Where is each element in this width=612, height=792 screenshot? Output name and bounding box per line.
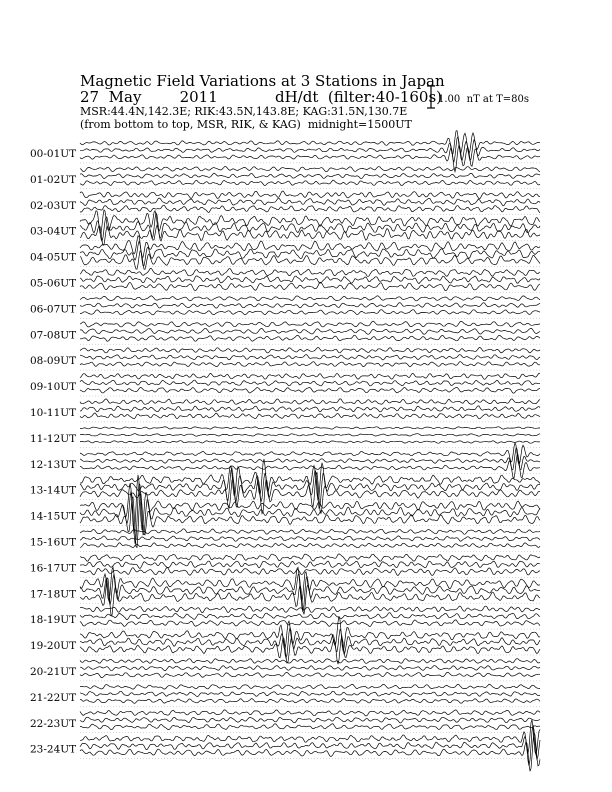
hour-label: 18-19UT [30, 614, 77, 627]
trace-rik [80, 198, 540, 206]
trace-rik [80, 380, 540, 386]
hour-row [30, 529, 540, 552]
trace-rik [80, 561, 540, 568]
hour-row [30, 296, 540, 319]
trace-rik [80, 434, 540, 437]
hour-row [30, 210, 540, 245]
trace-rik [80, 717, 540, 723]
hour-row [30, 554, 540, 578]
trace-msr [80, 543, 540, 548]
hour-label: 00-01UT [30, 148, 77, 160]
trace-kag [80, 554, 540, 561]
hour-row [30, 321, 540, 344]
midnight-note: midnight=1500UT [307, 118, 412, 131]
filter-label: (filter:40-160s) [327, 88, 443, 106]
hour-row [30, 567, 540, 615]
trace-rik [80, 406, 540, 412]
hour-label: 01-02UT [30, 173, 77, 186]
trace-msr [80, 362, 540, 367]
trace-kag [80, 191, 540, 199]
hour-row [30, 191, 540, 215]
trace-msr [80, 672, 540, 677]
trace-msr [80, 282, 540, 290]
hour-label: 10-11UT [30, 407, 77, 419]
trace-kag [80, 720, 540, 755]
trace-rik [80, 628, 540, 659]
scale-bar [427, 86, 435, 108]
trace-msr [80, 724, 540, 730]
hour-label: 09-10UT [30, 381, 77, 394]
hour-label: 06-07UT [30, 303, 77, 316]
trace-msr [80, 568, 540, 576]
quantity-label: dH/dt [274, 88, 319, 106]
hour-row [30, 348, 540, 371]
trace-kag [80, 659, 540, 664]
trace-msr [80, 413, 540, 419]
trace-msr [80, 620, 540, 627]
trace-kag [80, 373, 540, 379]
trace-rik [80, 303, 540, 309]
hour-row [30, 373, 540, 396]
trace-kag [80, 321, 540, 327]
trace-msr [80, 335, 540, 341]
trace-msr [80, 733, 540, 772]
hour-label: 12-13UT [30, 458, 77, 471]
date-month: May [108, 88, 142, 106]
hour-row [30, 659, 540, 681]
trace-kag [80, 268, 540, 276]
hour-label: 13-14UT [30, 484, 77, 497]
hour-label: 20-21UT [30, 666, 77, 678]
hour-label: 17-18UT [30, 588, 77, 601]
order-note: (from bottom to top, MSR, RIK, & KAG) [80, 118, 301, 131]
trace-msr [80, 180, 540, 186]
trace-kag [80, 606, 540, 613]
trace-rik [80, 613, 540, 620]
trace-msr [80, 455, 540, 478]
trace-kag [80, 399, 540, 405]
hour-rows [30, 131, 540, 772]
hour-row [30, 236, 540, 269]
trace-kag [80, 131, 540, 154]
trace-rik [80, 276, 540, 284]
hour-label: 19-20UT [30, 640, 77, 653]
scale-bar-label: 1.00 nT at T=80s [438, 94, 529, 105]
hour-row [30, 268, 540, 292]
hour-row [30, 131, 540, 172]
hour-label: 11-12UT [30, 432, 77, 445]
trace-kag [80, 684, 540, 689]
hour-row [30, 616, 540, 664]
trace-kag [80, 348, 540, 353]
trace-rik [80, 536, 540, 541]
hour-row [30, 427, 540, 448]
hour-label: 14-15UT [30, 510, 77, 523]
trace-msr [80, 310, 540, 315]
trace-kag [80, 166, 540, 171]
trace-msr [80, 205, 540, 213]
hour-label: 15-16UT [30, 536, 77, 549]
trace-rik [80, 137, 540, 162]
trace-rik [80, 691, 540, 696]
trace-rik [80, 328, 540, 334]
hour-row [30, 443, 540, 478]
trace-kag [80, 210, 540, 233]
hour-row [30, 166, 540, 188]
hour-label: 04-05UT [30, 251, 77, 264]
hour-row [30, 684, 540, 707]
trace-msr [80, 225, 540, 245]
trace-rik [80, 173, 540, 178]
trace-rik [80, 666, 540, 671]
trace-rik [80, 725, 540, 766]
hour-row [30, 606, 540, 629]
trace-msr [80, 441, 540, 444]
trace-kag [80, 710, 540, 716]
trace-msr [80, 387, 540, 393]
station-coordinates: MSR:44.4N,142.3E; RIK:43.5N,143.8E; KAG:31.5N,130.7E [80, 105, 408, 118]
date-year: 2011 [179, 88, 218, 106]
hour-label: 03-04UT [30, 225, 77, 238]
hour-label: 08-09UT [30, 355, 77, 368]
hour-label: 22-23UT [30, 717, 77, 730]
hour-label: 23-24UT [30, 743, 77, 756]
hour-row [30, 399, 540, 422]
trace-msr [80, 699, 540, 704]
trace-kag [80, 529, 540, 535]
hour-label: 02-03UT [30, 199, 77, 212]
date-day: 27 [80, 88, 100, 106]
trace-kag [80, 427, 540, 429]
chart-title: Magnetic Field Variations at 3 Stations in Japan [80, 72, 445, 90]
hour-label: 16-17UT [30, 562, 77, 575]
hour-label: 05-06UT [30, 277, 77, 290]
trace-kag [80, 296, 540, 301]
hour-row [30, 710, 540, 733]
trace-rik [80, 355, 540, 361]
hour-label: 07-08UT [30, 329, 77, 342]
hour-label: 21-22UT [30, 691, 77, 704]
